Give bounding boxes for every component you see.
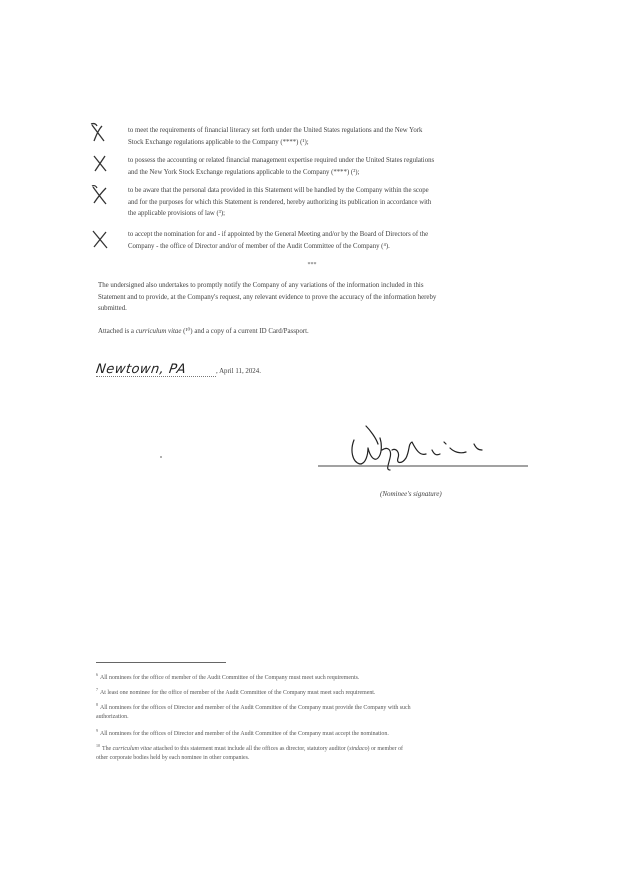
signature-date: , April 11, 2024. (216, 368, 261, 375)
list-item: to meet the requirements of financial literacy set forth under the United States regulations and the New York Stock Exchange regulations applicable to the Company (****) (¹); (128, 127, 423, 146)
list-item: to accept the nomination for and - if appointed by the General Meeting and/or by the Board of Directors of the Company - the office of Director and/or of member of the Audit Committee of the Company (⁴). (128, 231, 429, 250)
list-item: to possess the accounting or related financial management expertise required under the United States regulations and the New York Stock Exchange regulations applicable to the Company (****) (²); (128, 157, 435, 176)
check-mark-icon (88, 122, 110, 144)
handwritten-place: Newtown, PA (94, 362, 188, 377)
list-item: to be aware that the personal data provided in this Statement will be handled by the Company within the scope and for the purposes for which this Statement is rendered, hereby authorizing its publication in accordance with the applicable provisions of law (³); (128, 187, 432, 217)
section-separator: *** (307, 262, 317, 268)
check-mark-icon (90, 152, 112, 174)
footnote-divider (96, 662, 226, 663)
undertaking-paragraph: The undersigned also undertakes to promptly notify the Company of any variations of the information included in this Statement and to provide, at the Company's request, any relevant evidence to prove the accuracy of the information hereby submitted. (98, 282, 437, 312)
footnote: $^8$All nominees for the offices of Director and member of the Audit Committee of the Company must provide the Company with such authorization. (96, 702, 411, 720)
signature-caption: (Nominee's signature) (380, 490, 442, 498)
attachments-statement: Attached is a curriculum vitae (¹⁰) and a copy of a current ID Card/Passport. (98, 328, 309, 335)
signature-icon (316, 420, 530, 472)
place-underline (96, 376, 216, 377)
check-mark-icon (90, 228, 112, 250)
footnote: $^{10}$The curriculum vitae attached to this statement must include all the offices as director, statutory auditor (sindaco) or member of other corporate bodies held by each nominee in other companies. (96, 743, 404, 761)
footnote: $^6$All nominees for the office of member of the Audit Committee of the Company must meet such requirements. (96, 672, 360, 681)
footnote: $^7$At least one nominee for the office of member of the Audit Committee of the Company must meet such requirement. (96, 687, 376, 696)
scan-speck (160, 456, 162, 458)
footnote: $^9$All nominees for the offices of Director and member of the Audit Committee of the Company must accept the nomination. (96, 728, 389, 737)
check-mark-icon (88, 183, 112, 207)
